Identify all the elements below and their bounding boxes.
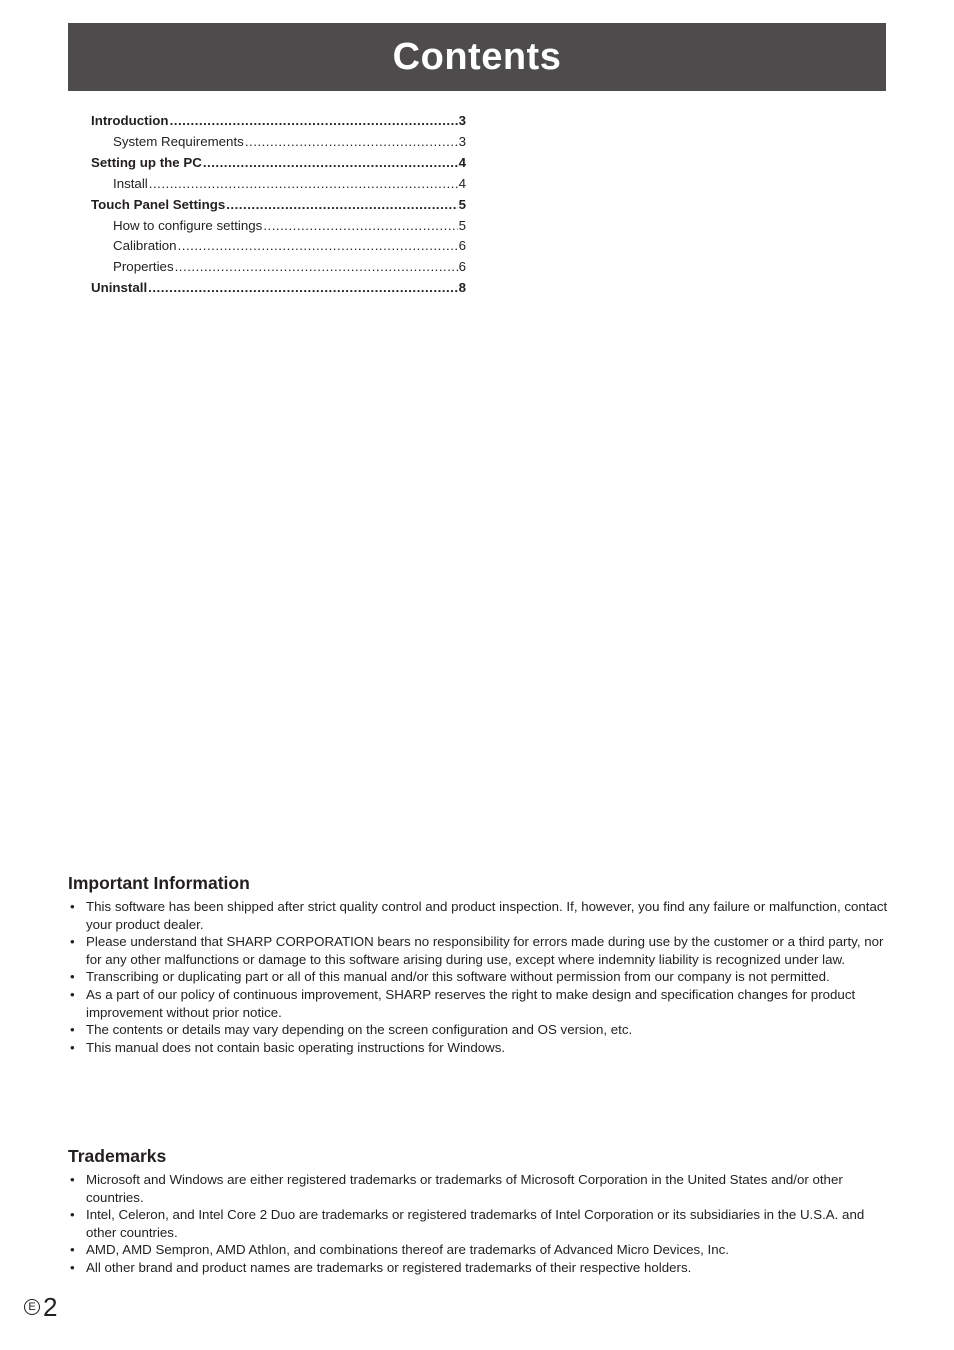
toc-entry-label: Calibration (113, 238, 177, 254)
toc-entry[interactable] (91, 132, 466, 153)
list-item-text: This manual does not contain basic operating instructions for Windows. (86, 1039, 506, 1055)
bullet-icon: • (70, 1039, 75, 1055)
toc-entry-page: 6 (458, 259, 466, 275)
toc-leader-dots (226, 195, 457, 216)
toc-entry-page: 3 (458, 113, 466, 128)
toc-entry[interactable] (91, 236, 466, 257)
bullet-icon: • (70, 1259, 75, 1275)
bullet-icon: • (70, 1207, 75, 1223)
list-item-text: All other brand and product names are trademarks or registered trademarks of their respective holders. (86, 1259, 692, 1275)
toc-entry-label: Introduction (91, 113, 169, 128)
important-information-section (68, 873, 888, 1056)
toc-entry-label: Setting up the PC (91, 154, 202, 170)
trademarks-list (68, 1171, 888, 1277)
language-marker: E (24, 1299, 40, 1315)
toc-entry-label: Properties (113, 259, 174, 275)
important-information-list (68, 898, 888, 1056)
bullet-icon: • (70, 1172, 75, 1187)
toc-leader-dots (245, 132, 458, 153)
toc-entry-page: 5 (458, 196, 466, 212)
toc-entry-page: 4 (458, 175, 466, 191)
list-item (68, 1206, 888, 1241)
list-item-text: Microsoft and Windows are either registered trademarks or trademarks of Microsoft Corporation in the United States and/or other countries. (86, 1172, 843, 1205)
bullet-icon: • (70, 969, 75, 985)
list-item (68, 1039, 888, 1057)
toc-leader-dots (149, 174, 458, 195)
page-number: 2 (43, 1292, 58, 1322)
bullet-icon: • (70, 934, 75, 950)
toc-entry-page: 6 (458, 238, 466, 254)
list-item-text: Intel, Celeron, and Intel Core 2 Duo are trademarks or registered trademarks of Intel Corporation or its subsidiaries in the U.S.A. and other countries. (86, 1207, 865, 1240)
toc-leader-dots (203, 153, 458, 174)
toc-entry[interactable] (91, 278, 466, 299)
list-item (68, 933, 888, 968)
toc-entry-label: System Requirements (113, 133, 244, 149)
toc-leader-dots (170, 111, 458, 132)
important-information-heading: Important Information (68, 873, 250, 893)
toc-entry-page: 3 (458, 133, 466, 149)
toc-leader-dots (148, 278, 457, 299)
page-title: Contents (392, 35, 562, 78)
list-item (68, 1171, 888, 1206)
bullet-icon: • (70, 1242, 75, 1258)
toc-entry-page: 5 (458, 217, 466, 233)
trademarks-section (68, 1146, 888, 1277)
toc-leader-dots (175, 257, 458, 278)
list-item (68, 1259, 888, 1277)
table-of-contents (91, 111, 466, 299)
trademarks-heading: Trademarks (68, 1146, 167, 1166)
toc-entry[interactable] (91, 153, 466, 174)
toc-entry-label: Touch Panel Settings (91, 196, 226, 212)
toc-entry-label: Install (113, 175, 148, 191)
contents-header (68, 23, 886, 91)
bullet-icon: • (70, 986, 75, 1002)
list-item (68, 968, 888, 986)
toc-entry[interactable] (91, 195, 466, 216)
list-item-text: The contents or details may vary depending on the screen configuration and OS version, etc. (86, 1022, 633, 1038)
list-item-text: Please understand that SHARP CORPORATION bears no responsibility for errors made during use by the customer or a third party, nor for any other malfunctions or damage to this software arising during use, except where indemnity liability is recognized under law. (86, 934, 884, 967)
toc-entry[interactable] (91, 111, 466, 132)
toc-entry-page: 8 (458, 280, 466, 296)
list-item-text: Transcribing or duplicating part or all of this manual and/or this software without permission from our company is not permitted. (86, 969, 830, 985)
list-item-text: As a part of our policy of continuous improvement, SHARP reserves the right to make design and specification changes for product improvement without prior notice. (86, 986, 856, 1020)
bullet-icon: • (70, 1022, 75, 1038)
toc-entry[interactable] (91, 257, 466, 278)
list-item (68, 898, 888, 933)
list-item (68, 1021, 888, 1039)
toc-entry[interactable] (91, 174, 466, 195)
bullet-icon: • (70, 899, 75, 914)
list-item-text: AMD, AMD Sempron, AMD Athlon, and combinations thereof are trademarks of Advanced Micro Devices, Inc. (86, 1242, 729, 1258)
list-item-text: This software has been shipped after strict quality control and product inspection. If, however, you find any failure or malfunction, contact your product dealer. (86, 899, 888, 932)
list-item (68, 1241, 888, 1259)
toc-leader-dots (178, 236, 458, 257)
list-item (68, 986, 888, 1021)
toc-entry-label: Uninstall (91, 280, 148, 296)
page-footer (24, 1292, 57, 1322)
toc-entry-page: 4 (458, 154, 466, 170)
toc-entry[interactable] (91, 216, 466, 237)
toc-leader-dots (263, 216, 457, 237)
toc-entry-label: How to configure settings (113, 217, 263, 233)
